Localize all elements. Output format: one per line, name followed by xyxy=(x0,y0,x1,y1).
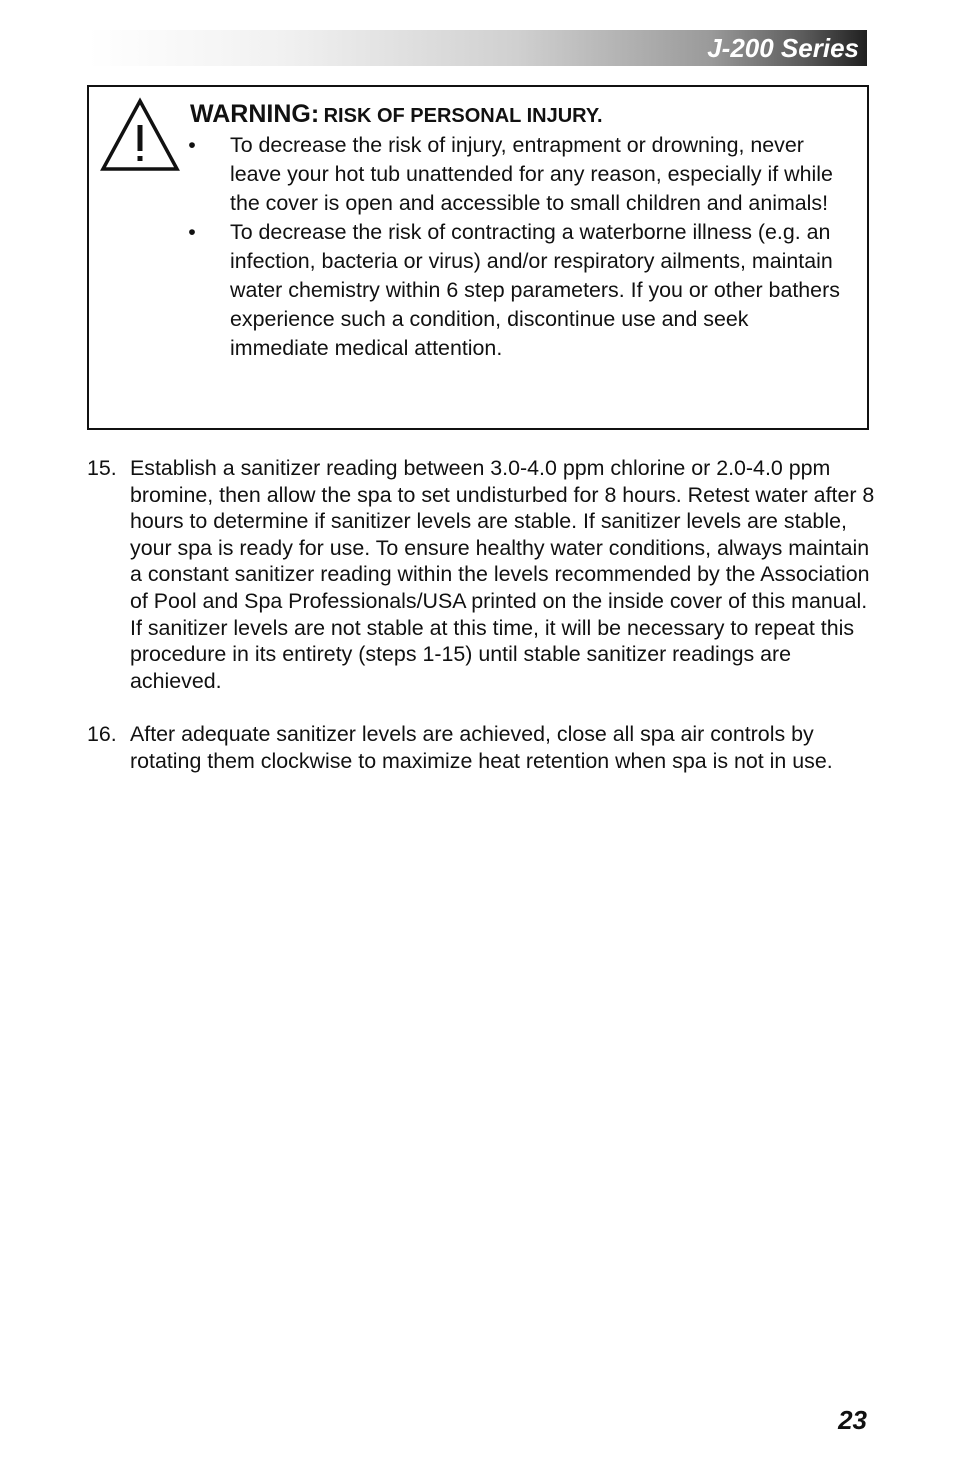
warning-list xyxy=(182,131,842,363)
warning-title-main: WARNING: xyxy=(190,100,320,128)
step-number: 15. xyxy=(87,456,117,480)
header-bar xyxy=(88,30,867,66)
step-item xyxy=(87,721,877,774)
warning-item-text: To decrease the risk of contracting a waterborne illness (e.g. an infection, bacteria or virus) and/or respiratory ailments, maintain water chemistry within 6 step parameters. If you or other bathers experience such a condition, discontinue use and seek immediate medical attention. xyxy=(230,220,840,360)
warning-item-text: To decrease the risk of injury, entrapment or drowning, never leave your hot tub unattended for any reason, especially if while the cover is open and accessible to small children and animals! xyxy=(230,133,833,215)
bullet-icon: • xyxy=(188,220,196,244)
step-text: Establish a sanitizer reading between 3.0-4.0 ppm chlorine or 2.0-4.0 ppm bromine, then allow the spa to set undisturbed for 8 hours. Retest water after 8 hours to determine if sanitizer levels are stable. If sanitizer levels are stable, your spa is ready for use. To ensure healthy water conditions, always maintain a constant sanitizer reading within the levels recommended by the Association of Pool and Spa Professionals/USA printed on the inside cover of this manual. If sanitizer levels are not stable at this time, it will be necessary to repeat this procedure in its entirety (steps 1-15) until stable sanitizer readings are achieved. xyxy=(130,456,875,693)
warning-item xyxy=(182,218,842,363)
step-item xyxy=(87,455,877,694)
steps-list xyxy=(87,455,877,775)
warning-title-sub: RISK OF PERSONAL INJURY. xyxy=(323,105,603,127)
warning-item xyxy=(182,131,842,218)
step-text: After adequate sanitizer levels are achieved, close all spa air controls by rotating them clockwise to maximize heat retention when spa is not in use. xyxy=(130,722,833,773)
bullet-icon: • xyxy=(188,133,196,157)
warning-triangle-icon xyxy=(99,97,181,173)
step-number: 16. xyxy=(87,722,117,747)
page-number: 23 xyxy=(838,1405,867,1435)
warning-title xyxy=(190,97,603,135)
series-title: J-200 Series xyxy=(707,33,859,63)
warning-box xyxy=(87,85,869,430)
